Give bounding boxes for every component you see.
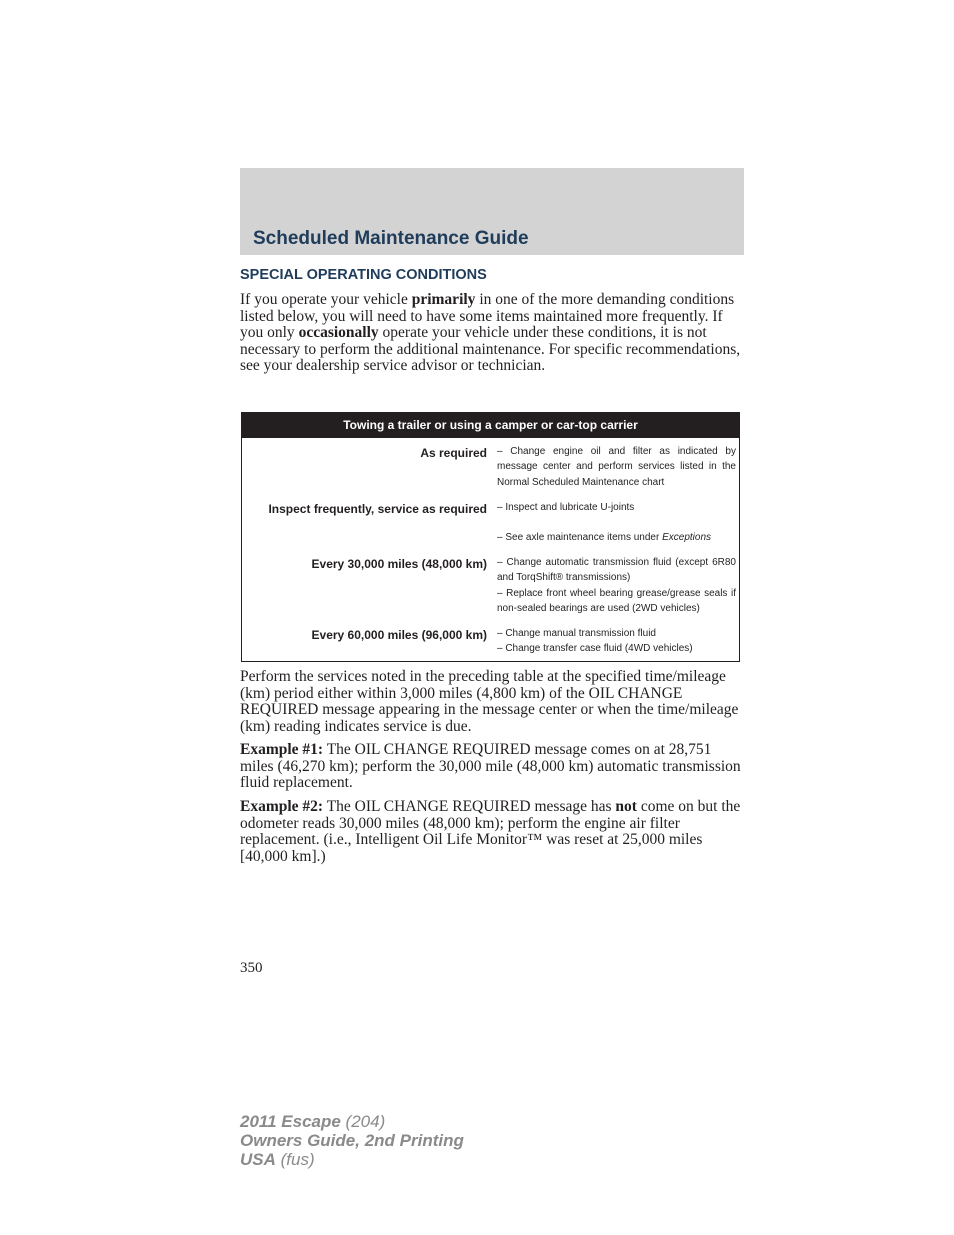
table-title: Towing a trailer or using a camper or car-top carrier — [242, 413, 739, 438]
footer-model: 2011 Escape — [240, 1112, 341, 1131]
maintenance-item-text: – See axle maintenance items under — [497, 532, 663, 544]
example-1-text: The OIL CHANGE REQUIRED message comes on at 28,751 miles (46,270 km); perform the 30,000 mile (48,000 km) automatic transmission fluid replacement. — [240, 741, 741, 792]
intro-text-2: in one of the more demanding conditions listed below, you will need to have some items maintained more frequently. If you only — [240, 291, 735, 342]
table-row-label: As required — [420, 446, 487, 460]
table-row-label: Every 30,000 miles (48,000 km) — [311, 557, 487, 571]
table-row-description — [497, 555, 736, 616]
section-title: SPECIAL OPERATING CONDITIONS — [240, 267, 487, 283]
example-1-paragraph — [240, 742, 746, 792]
footer-line-edition: Owners Guide, 2nd Printing — [240, 1131, 464, 1150]
maintenance-item: – Replace front wheel bearing grease/grease seals if non-sealed bearings are used (2WD vehicles) — [497, 587, 736, 614]
footer-line-model — [240, 1112, 464, 1131]
intro-emphasis-occasionally: occasionally — [298, 324, 379, 342]
table-row-label: Inspect frequently, service as required — [268, 502, 487, 516]
maintenance-item: – Change transfer case fluid (4WD vehicles) — [497, 643, 693, 655]
maintenance-item: – Inspect and lubricate U-joints — [497, 502, 635, 513]
table-row-description — [497, 626, 736, 657]
maintenance-item — [497, 530, 736, 545]
example-1-label: Example #1: — [240, 741, 324, 758]
footer-market-code: (fus) — [275, 1150, 315, 1169]
maintenance-item: – Change manual transmission fluid — [497, 628, 656, 639]
example-2-text-1: The OIL CHANGE REQUIRED message has — [323, 798, 616, 815]
footer-market: USA — [240, 1150, 276, 1169]
intro-paragraph — [240, 292, 746, 375]
footer-line-market — [240, 1150, 464, 1169]
example-2-text-2: come on but the odometer reads 30,000 miles (48,000 km); perform the engine air filter replacement. (i.e., Intelligent Oil Life Monitor™ was reset at 25,000 miles [40,000 km].) — [240, 798, 741, 865]
maintenance-item: – Change automatic transmission fluid (except 6R80 and TorqShift® transmissions) — [497, 557, 736, 584]
after-table-paragraph: Perform the services noted in the preceding table at the specified time/mileage (km) period either within 3,000 miles (4,800 km) of the OIL CHANGE REQUIRED message appearing in the message center or when the time/mileage (km) reading indicates service is due. — [240, 668, 739, 735]
page-number: 350 — [240, 960, 263, 976]
table-row-label: Every 60,000 miles (96,000 km) — [311, 628, 487, 642]
table-row-description — [497, 444, 736, 490]
towing-maintenance-table — [241, 412, 740, 662]
document-footer — [240, 1112, 464, 1169]
intro-text-1: If you operate your vehicle — [240, 291, 412, 308]
example-2-paragraph — [240, 799, 746, 865]
example-2-label: Example #2: — [240, 798, 324, 815]
intro-emphasis-primarily: primarily — [411, 291, 476, 308]
intro-text-3: operate your vehicle under these conditions, it is not necessary to perform the additional maintenance. For specific recommendations, see your dealership service advisor or technician. — [240, 324, 741, 375]
table-row-description — [497, 500, 736, 546]
page-header-title: Scheduled Maintenance Guide — [253, 228, 529, 249]
footer-model-code: (204) — [340, 1112, 386, 1131]
example-2-emphasis-not: not — [615, 798, 637, 815]
maintenance-item: – Change engine oil and filter as indicated by message center and perform services listed in the Normal Scheduled Maintenance chart — [497, 446, 736, 488]
header-band — [240, 168, 744, 255]
exceptions-reference: Exceptions — [662, 532, 712, 544]
